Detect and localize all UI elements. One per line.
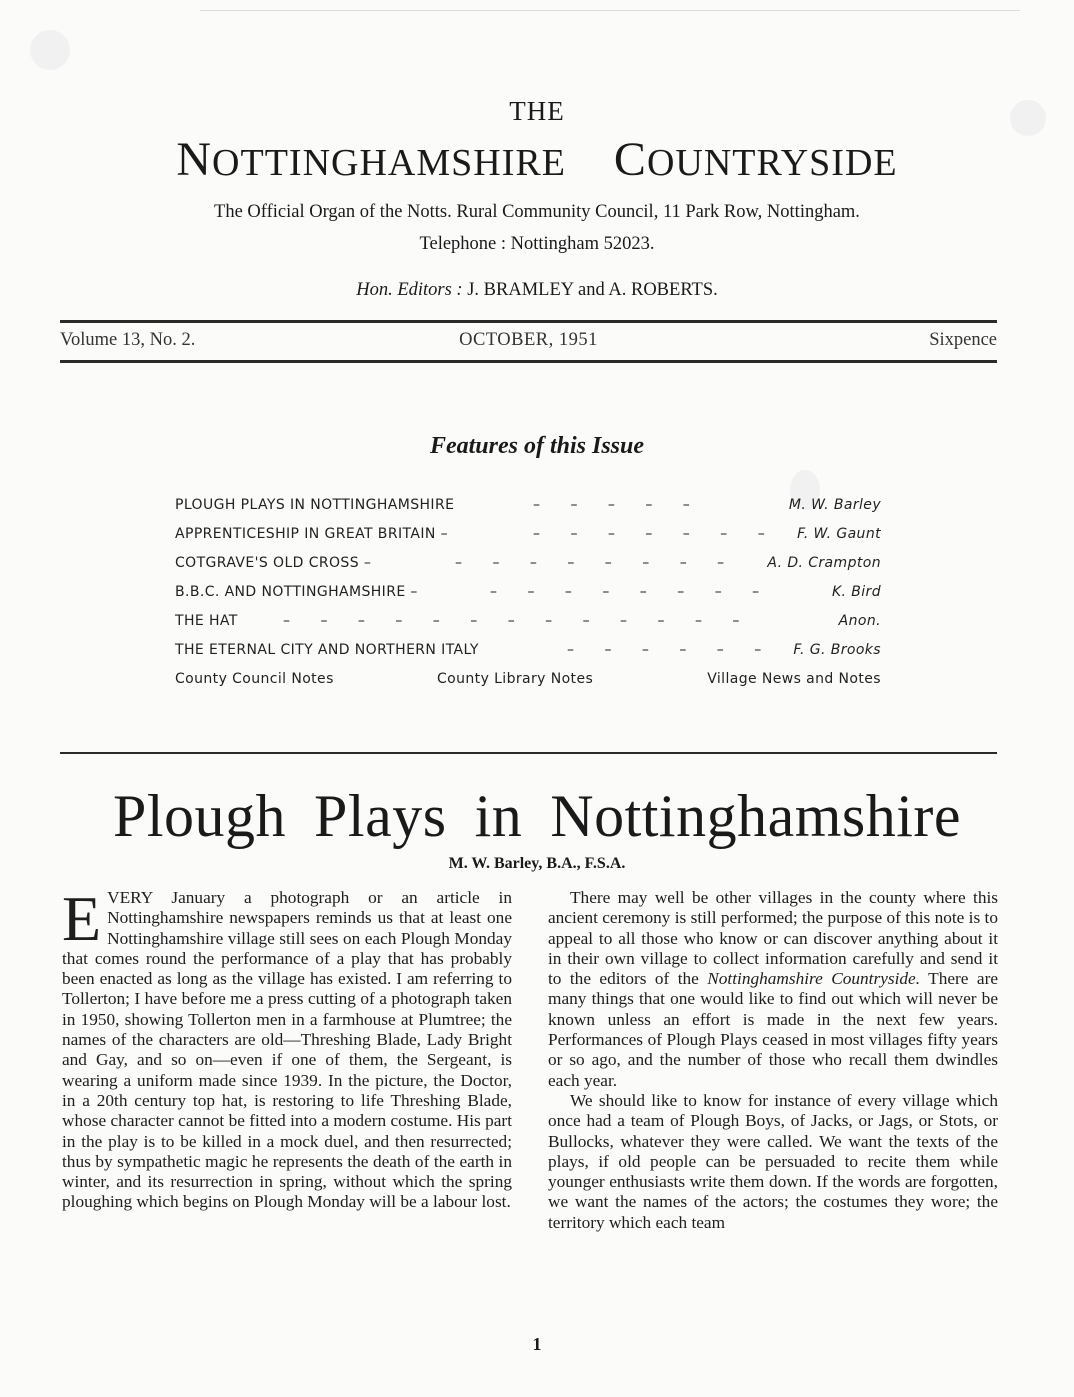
masthead-the: THE: [509, 96, 565, 126]
paragraph: VERY January a photograph or an article in Nottinghamshire newspapers reminds us that at least one Nottinghamshire village still sees on each Plough Monday that comes round the performance of a play that has probably been enacted as long as the village has existed. I am referring to Tollerton; I have before me a press cutting of a photograph taken in 1950, showing Tollerton men in a farmhouse at Plumtree; the names of the characters are old—Threshing Blade, Lady Bright and Gay, and so on—even if one of them, the Sergeant, is wearing a uniform made since 1939. In the picture, the Doctor, in a 20th century top hat, is restoring to life Threshing Blade, whose character cannot be fitted into a modern costume. His part in the play is to be killed in a mock duel, and then resurrected; thus by sympathetic magic he represents the death of the earth in winter, and its resurrection in spring, without which the spring ploughing which begins on Plough Monday will be a labour lost.: [62, 888, 512, 1212]
feature-item[interactable]: [175, 523, 881, 552]
feature-leader: – – – – – –: [567, 642, 775, 658]
feature-leader: – – – – –: [533, 497, 703, 513]
article-byline: M. W. Barley, B.A., F.S.A.: [448, 855, 626, 872]
feature-item[interactable]: [175, 610, 881, 639]
paragraph-text: There may well be other villages in the county where this ancient ceremony is still performed; the purpose of this note is to appeal to all those who know or can discover anything about it in their own village to collect information carefully and send it to the editors of the: [548, 888, 998, 989]
feature-leader: – – – – – – –: [533, 526, 778, 542]
issue-price: Sixpence: [929, 330, 997, 350]
issue-bar-bottom-rule: [60, 360, 997, 363]
editors-label: Hon. Editors :: [356, 280, 463, 300]
masthead-word2-initial: C: [613, 133, 647, 186]
feature-author: Anon.: [838, 613, 881, 629]
article-divider-rule: [60, 752, 997, 754]
headline-word: in: [474, 783, 523, 849]
issue-date: OCTOBER, 1951: [459, 330, 598, 350]
feature-author: M. W. Barley: [788, 497, 881, 513]
paragraph-text: There are many things that one would like to find out which will never be known unless an effort is made in the next few years. Performances of Plough Plays ceased in most villages fifty years or so ago, and the number of those who recall them dwindles each year.: [548, 969, 998, 1090]
article-column-right: [548, 888, 998, 1233]
feature-item[interactable]: [175, 639, 881, 668]
feature-author: F. W. Gaunt: [797, 526, 881, 542]
paragraph: [548, 888, 998, 1091]
feature-author: F. G. Brooks: [793, 642, 881, 658]
feature-leader: – – – – – – – –: [455, 555, 738, 571]
headline-word: Plough: [112, 783, 287, 849]
feature-item[interactable]: [175, 552, 881, 581]
editors-names: J. BRAMLEY and A. ROBERTS.: [462, 280, 718, 300]
feature-author: A. D. Crampton: [767, 555, 881, 571]
feature-title: THE ETERNAL CITY AND NORTHERN ITALY: [175, 642, 479, 658]
masthead-title: [0, 132, 1074, 187]
issue-bar: [60, 330, 997, 354]
masthead-word1-initial: N: [176, 133, 213, 186]
scan-edge-line: [200, 10, 1020, 11]
issue-bar-top-rule: [60, 320, 997, 323]
editors-line: [0, 280, 1074, 301]
volume-number: Volume 13, No. 2.: [60, 330, 196, 350]
article-column-left: [62, 883, 512, 1213]
masthead-word1-rest: OTTINGHAMSHIRE: [212, 142, 566, 184]
feature-leader: – – – – – – – – – – – – –: [283, 613, 753, 629]
feature-title: COTGRAVE'S OLD CROSS –: [175, 555, 372, 571]
features-notes-row: [175, 668, 881, 697]
page-number: 1: [532, 1334, 542, 1354]
feature-title: B.B.C. AND NOTTINGHAMSHIRE –: [175, 584, 418, 600]
features-title: Features of this Issue: [429, 433, 645, 459]
feature-item[interactable]: [175, 494, 881, 523]
feature-leader: – – – – – – – –: [490, 584, 773, 600]
masthead-word2-rest: OUNTRYSIDE: [646, 142, 898, 184]
note-county-library[interactable]: County Library Notes: [437, 671, 594, 687]
feature-author: K. Bird: [831, 584, 881, 600]
feature-item[interactable]: [175, 581, 881, 610]
publication-title: Nottinghamshire Countryside.: [707, 969, 921, 989]
telephone-line: Telephone : Nottingham 52023.: [419, 234, 655, 254]
scan-smudge: [30, 30, 70, 70]
features-list: [175, 494, 881, 697]
feature-title: APPRENTICESHIP IN GREAT BRITAIN –: [175, 526, 448, 542]
feature-title: THE HAT: [175, 613, 238, 629]
drop-cap: E: [62, 883, 102, 954]
article-headline: [0, 782, 1074, 851]
feature-title: PLOUGH PLAYS IN NOTTINGHAMSHIRE: [175, 497, 455, 513]
note-county-council[interactable]: County Council Notes: [175, 671, 334, 687]
organ-line: The Official Organ of the Notts. Rural Community Council, 11 Park Row, Nottingham.: [214, 202, 860, 222]
headline-word: Nottinghamshire: [550, 783, 962, 849]
note-village-news[interactable]: Village News and Notes: [707, 671, 881, 687]
paragraph: We should like to know for instance of every village which once had a team of Plough Boys, of Jacks, or Jags, or Stots, or Bullocks, whatever they were called. We want the texts of the plays, if old people can be persuaded to recite them while younger enthusiasts write them down. If the words are forgotten, we want the names of the actors; the costumes they wore; the territory which each team: [548, 1090, 998, 1232]
headline-word: Plays: [314, 783, 447, 849]
